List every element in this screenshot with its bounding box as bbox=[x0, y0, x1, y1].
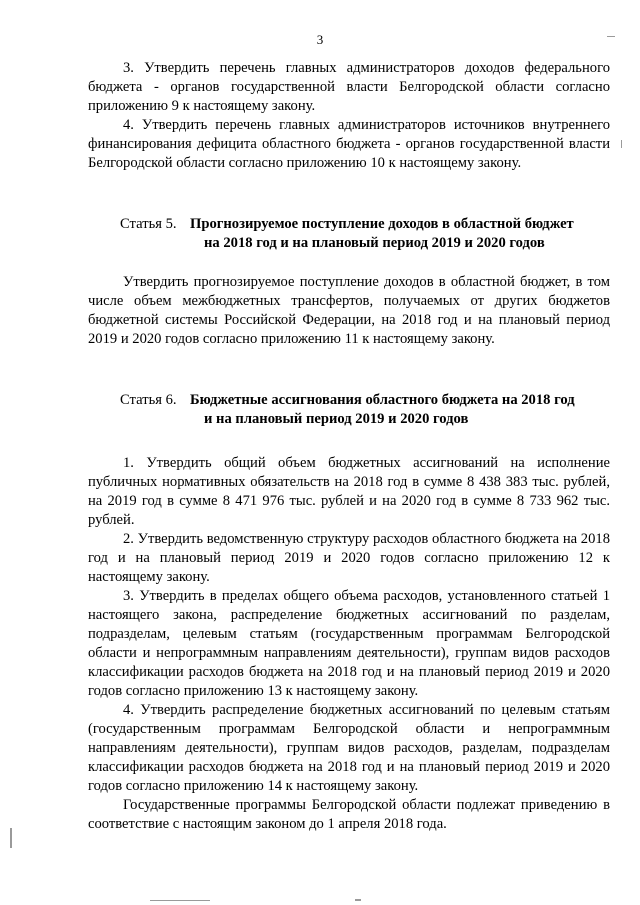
spacer bbox=[88, 173, 610, 215]
article-6-paragraph-1: 1. Утвердить общий объем бюджетных ассигнований на исполнение публичных нормативных обязательств на 2018 год в сумме 8 438 383 тыс. рублей, на 2019 год в сумме 8 471 976 тыс. рублей и на 2020 год в сумме 8 733 962 тыс. рублей. bbox=[88, 455, 610, 528]
article-6-heading bbox=[88, 391, 610, 429]
scan-mark bbox=[607, 36, 615, 37]
spacer bbox=[88, 429, 610, 454]
article-5-title-line-2: на 2018 год и на плановый период 2019 и 2020 годов bbox=[204, 235, 545, 251]
item-3-paragraph: 3. Утвердить перечень главных администраторов доходов федерального бюджета - органов государственной власти Белгородской области согласно приложению 9 к настоящему закону. bbox=[88, 60, 610, 114]
spacer bbox=[88, 349, 610, 391]
item-4-paragraph: 4. Утвердить перечень главных администраторов источников внутреннего финансирования дефицита областного бюджета - органов государственной власти Белгородской области согласно приложению 10 к настоящему закону. bbox=[88, 117, 610, 171]
article-6-paragraph-3: 3. Утвердить в пределах общего объема расходов, установленного статьей 1 настоящего закона, распределение бюджетных ассигнований по разделам, подразделам, целевым статьям (государственным программам Белгородской области и непрограммным направлениям деятельности), группам видов расходов классификации расходов бюджета на 2018 год и на плановый период 2019 и 2020 годов согласно приложению 13 к настоящему закону. bbox=[88, 588, 610, 699]
scan-mark bbox=[150, 900, 210, 901]
scan-mark bbox=[10, 828, 12, 848]
spacer bbox=[88, 253, 610, 273]
document-body bbox=[88, 59, 610, 834]
scan-mark bbox=[621, 140, 622, 148]
article-6-paragraph-5: Государственные программы Белгородской области подлежат приведению в соответствие с настоящим законом до 1 апреля 2018 года. bbox=[88, 797, 610, 832]
article-6-number: Статья 6. bbox=[120, 392, 177, 408]
scan-mark bbox=[355, 899, 361, 901]
article-6-title-line-1: Бюджетные ассигнования областного бюджета на 2018 год bbox=[190, 392, 575, 408]
article-5-body: Утвердить прогнозируемое поступление доходов в областной бюджет, в том числе объем межбюджетных трансфертов, получаемых от других бюджетов бюджетной системы Российской Федерации, на 2018 год и на плановый период 2019 и 2020 годов согласно приложению 11 к настоящему закону. bbox=[88, 274, 610, 347]
page-number: 3 bbox=[316, 32, 324, 47]
article-6-title-line-2: и на плановый период 2019 и 2020 годов bbox=[204, 411, 469, 427]
article-5-number: Статья 5. bbox=[120, 216, 177, 232]
article-5-title-line-1: Прогнозируемое поступление доходов в областной бюджет bbox=[190, 216, 574, 232]
article-5-heading bbox=[88, 215, 610, 253]
article-6-paragraph-2: 2. Утвердить ведомственную структуру расходов областного бюджета на 2018 год и на плановый период 2019 и 2020 годов согласно приложению 12 к настоящему закону. bbox=[88, 531, 610, 585]
article-6-paragraph-4: 4. Утвердить распределение бюджетных ассигнований по целевым статьям (государственным программам Белгородской области и непрограммным направлениям деятельности), группам видов расходов, разделам, подразделам классификации расходов бюджета на 2018 год и на плановый период 2019 и 2020 годов согласно приложению 14 к настоящему закону. bbox=[88, 702, 610, 794]
